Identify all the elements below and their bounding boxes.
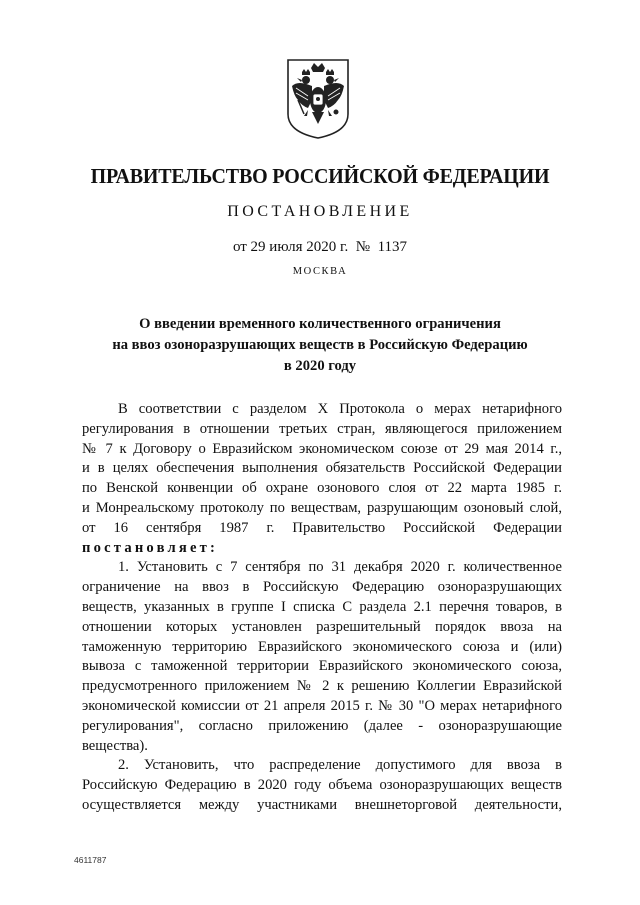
body-line: по Венской конвенции об охране озонового слоя от 22 марта 1985 г. [82, 480, 562, 497]
body-line: регулирования", согласно приложению (далее - озоноразрушающие [82, 717, 562, 734]
body-line: В соответствии с разделом X Протокола о мерах нетарифного [118, 401, 562, 417]
russian-coat-of-arms-icon [284, 56, 352, 140]
document-date-number: от 29 июля 2020 г. № 1137 [232, 239, 408, 255]
body-line: предусмотренного приложением № 2 к решению Коллегии Евразийской [82, 678, 562, 695]
body-line: 1. Установить с 7 сентября по 31 декабря 2020 г. количественное [118, 559, 562, 576]
government-title: ПРАВИТЕЛЬСТВО РОССИЙСКОЙ ФЕДЕРАЦИИ [90, 164, 550, 188]
body-line: от 16 сентября 1987 г. Правительство Российской Федерации [82, 519, 562, 536]
body-line: и Монреальскому протоколу по веществам, разрушающим озоновый слой, [82, 499, 562, 516]
body-line: и в целях обеспечения выполнения обязательств Российской Федерации [82, 460, 562, 477]
body-line: вывоза с таможенной территории Евразийского экономического союза, [82, 658, 562, 675]
body-line: ограничение на ввоз в Российскую Федерацию озоноразрушающих [82, 579, 562, 596]
subject-line: в 2020 году [283, 358, 357, 374]
subject-line: на ввоз озоноразрушающих веществ в Российскую Федерацию [112, 337, 528, 353]
body-line: № 7 к Договору о Евразийском экономическом союзе от 29 мая 2014 г., [82, 440, 562, 457]
document-code: 4611787 [74, 855, 107, 865]
resolution-word: постановляет: [82, 539, 219, 556]
body-line: экономической комиссии от 21 апреля 2015 г. № 30 "О мерах нетарифного [82, 697, 562, 714]
document-body [82, 400, 562, 816]
body-line: веществ, указанных в группе I списка С раздела 2.1 перечня товаров, в [82, 598, 562, 615]
subject-line: О введении временного количественного ограничения [139, 316, 501, 332]
body-line: 2. Установить, что распределение допустимого для ввоза в [118, 757, 562, 774]
body-line: вещества). [82, 737, 148, 754]
body-line: Российскую Федерацию в 2020 году объема озоноразрушающих веществ [82, 777, 562, 794]
body-line: осуществляется между участниками внешнеторговой деятельности, [82, 796, 562, 813]
body-line: таможенную территорию Евразийского экономического союза и (или) [82, 638, 562, 655]
document-subject [0, 314, 640, 377]
body-line: регулирования в отношении третьих стран, являющегося приложением [82, 420, 562, 437]
body-line: отношении которых установлен разрешительный порядок ввоза на [82, 618, 562, 635]
document-type: ПОСТАНОВЛЕНИЕ [227, 203, 413, 220]
document-city: МОСКВА [292, 266, 348, 277]
